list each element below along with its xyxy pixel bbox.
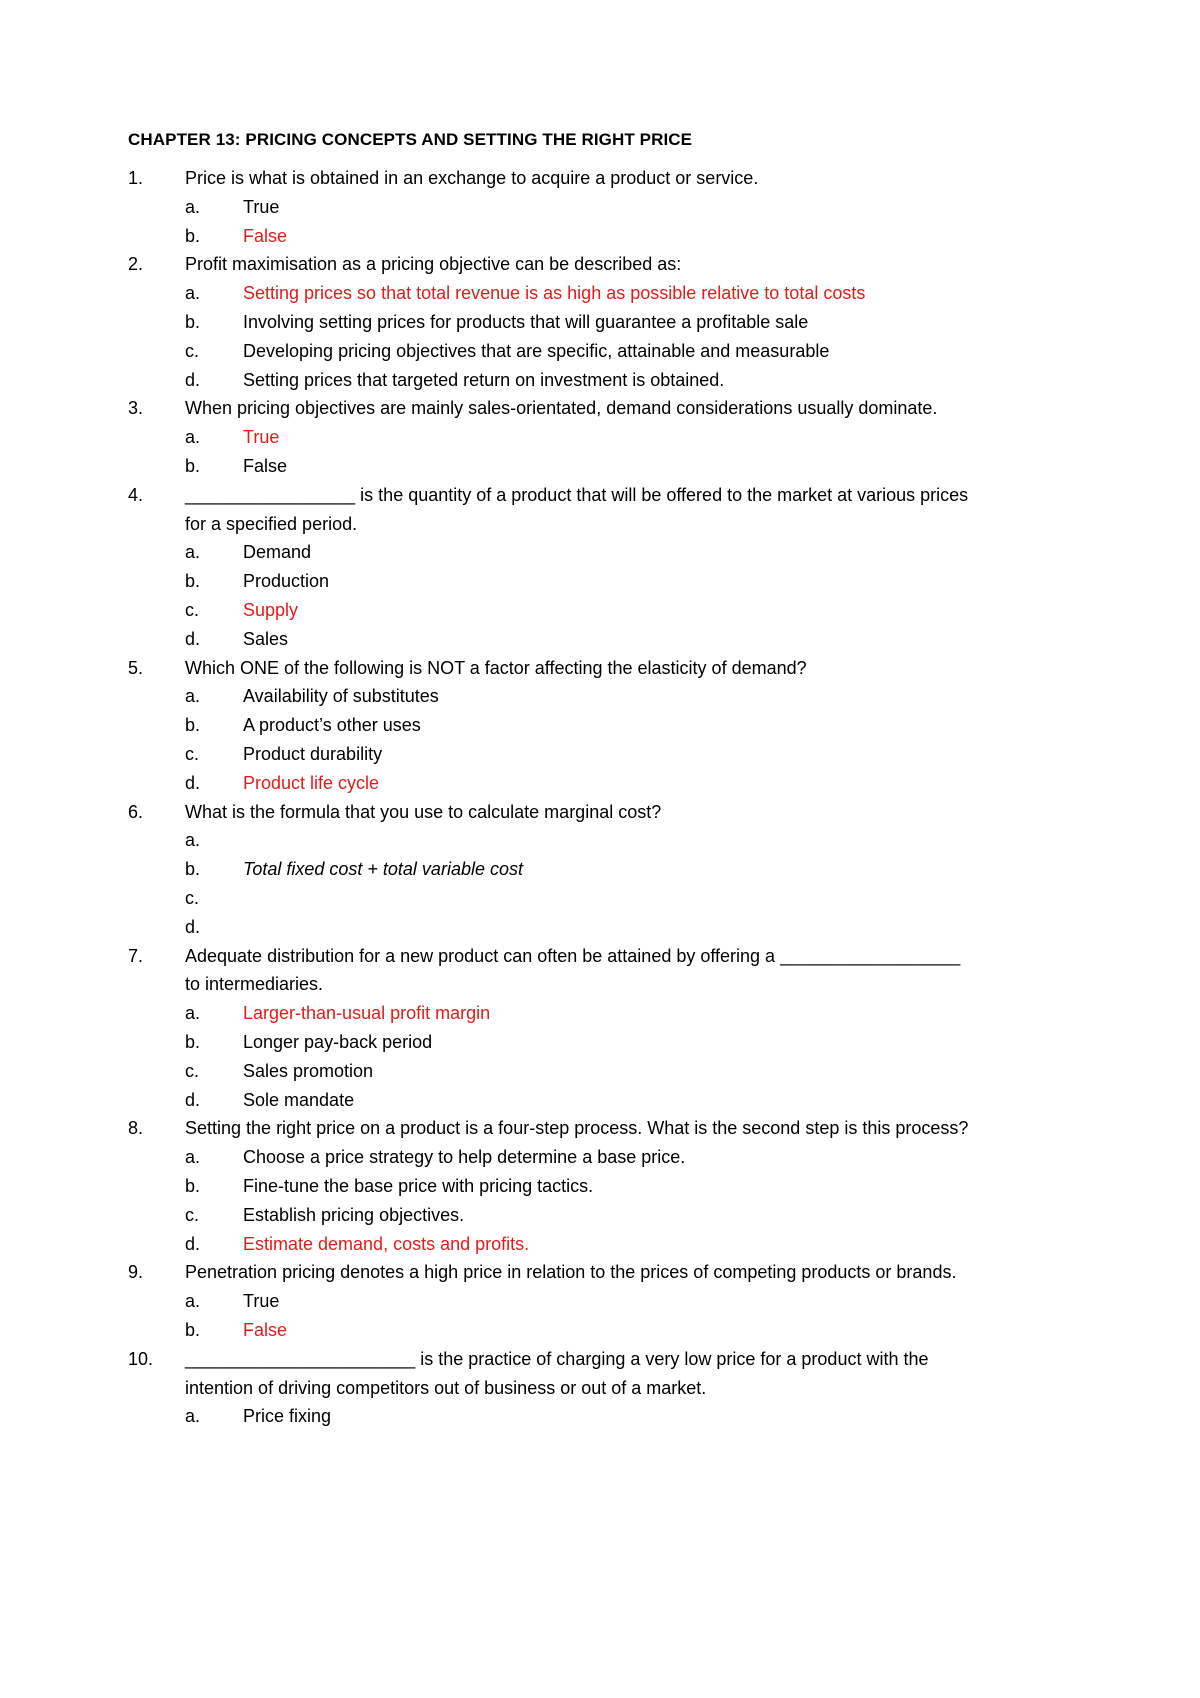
question-number: 7. <box>128 945 144 966</box>
option-letter: d. <box>185 772 201 793</box>
question-text: Profit maximisation as a pricing objective can be described as: <box>185 254 682 275</box>
question-number: 10. <box>128 1348 154 1369</box>
option-letter: d. <box>185 1089 201 1110</box>
option-letter: a. <box>185 1003 201 1024</box>
option-text: Sole mandate <box>243 1089 355 1110</box>
option-text: True <box>243 1291 280 1312</box>
option-letter: b. <box>185 225 201 246</box>
option-text: Production <box>243 571 330 592</box>
option-letter: b. <box>185 1032 201 1052</box>
option-text: Sales promotion <box>243 1060 374 1081</box>
option-letter: c. <box>185 340 200 361</box>
question-number: 6. <box>128 801 144 822</box>
correct-answer-text: False <box>243 1320 288 1340</box>
option-letter: b. <box>185 859 201 880</box>
option-letter: c. <box>185 1204 200 1225</box>
option-text: Demand <box>243 542 312 563</box>
question-number: 2. <box>128 254 144 275</box>
option-letter: d. <box>185 1233 201 1254</box>
option-letter: a. <box>185 830 201 851</box>
question-number: 9. <box>128 1262 144 1283</box>
option-letter: a. <box>185 283 201 304</box>
correct-answer-text: Product life cycle <box>243 772 380 793</box>
option-letter: b. <box>185 456 201 476</box>
option-text: A product’s other uses <box>243 715 421 736</box>
option-text: Setting prices that targeted return on investment is obtained. <box>243 369 725 390</box>
correct-answer-text: True <box>243 427 280 448</box>
correct-answer-text: False <box>243 225 288 246</box>
page-title: CHAPTER 13: PRICING CONCEPTS AND SETTING THE RIGHT PRICE <box>128 130 693 149</box>
question-text: _________________ is the quantity of a product that will be offered to the market at various prices <box>185 484 969 505</box>
question-text: Penetration pricing denotes a high price in relation to the prices of competing products or brands. <box>185 1262 957 1283</box>
option-text: Involving setting prices for products that will guarantee a profitable sale <box>243 312 809 332</box>
option-text: Choose a price strategy to help determine a base price. <box>243 1147 686 1168</box>
option-letter: a. <box>185 1291 201 1312</box>
option-letter: a. <box>185 196 201 217</box>
question-text: _______________________ is the practice of charging a very low price for a product with the <box>185 1348 929 1369</box>
option-letter: a. <box>185 686 201 707</box>
option-letter: b. <box>185 1320 201 1340</box>
option-letter: c. <box>185 744 200 764</box>
option-letter: c. <box>185 1060 200 1081</box>
question-text: When pricing objectives are mainly sales-orientated, demand considerations usually dominate. <box>185 398 938 419</box>
option-text: Establish pricing objectives. <box>243 1204 465 1225</box>
correct-answer-text: Supply <box>243 600 299 620</box>
option-letter: c. <box>185 600 200 620</box>
question-text: Adequate distribution for a new product can often be attained by offering a __________________ <box>185 945 961 966</box>
option-text: Total fixed cost + total variable cost <box>243 859 523 880</box>
correct-answer-text: Setting prices so that total revenue is as high as possible relative to total costs <box>243 283 866 304</box>
question-text: What is the formula that you use to calculate marginal cost? <box>185 801 662 822</box>
question-text-cont: for a specified period. <box>185 513 358 534</box>
question-number: 4. <box>128 484 144 505</box>
question-text-cont: intention of driving competitors out of business or out of a market. <box>185 1377 707 1398</box>
option-letter: d. <box>185 369 201 390</box>
option-text: Product durability <box>243 744 383 764</box>
option-text: Price fixing <box>243 1406 332 1427</box>
question-number: 3. <box>128 398 144 419</box>
option-letter: b. <box>185 571 201 592</box>
option-letter: a. <box>185 1406 201 1427</box>
option-text: Fine-tune the base price with pricing tactics. <box>243 1176 594 1196</box>
option-letter: a. <box>185 1147 201 1168</box>
question-text-cont: to intermediaries. <box>185 974 324 995</box>
option-text: Sales <box>243 628 289 649</box>
option-text: True <box>243 196 280 217</box>
option-letter: a. <box>185 542 201 563</box>
option-text: False <box>243 456 288 476</box>
option-letter: d. <box>185 628 201 649</box>
question-text: Which ONE of the following is NOT a factor affecting the elasticity of demand? <box>185 657 807 678</box>
option-text: Availability of substitutes <box>243 686 439 707</box>
question-text: Setting the right price on a product is a four-step process. What is the second step is this process? <box>185 1118 969 1139</box>
question-number: 8. <box>128 1118 144 1139</box>
option-letter: d. <box>185 916 201 937</box>
question-number: 5. <box>128 657 144 678</box>
option-letter: b. <box>185 715 201 736</box>
option-text: Longer pay-back period <box>243 1032 433 1052</box>
option-letter: c. <box>185 888 200 908</box>
question-text: Price is what is obtained in an exchange to acquire a product or service. <box>185 168 759 188</box>
correct-answer-text: Estimate demand, costs and profits. <box>243 1233 530 1254</box>
correct-answer-text: Larger-than-usual profit margin <box>243 1003 491 1024</box>
option-letter: b. <box>185 1176 201 1196</box>
option-letter: b. <box>185 312 201 332</box>
option-text: Developing pricing objectives that are specific, attainable and measurable <box>243 340 830 361</box>
option-letter: a. <box>185 427 201 448</box>
question-number: 1. <box>128 168 144 188</box>
